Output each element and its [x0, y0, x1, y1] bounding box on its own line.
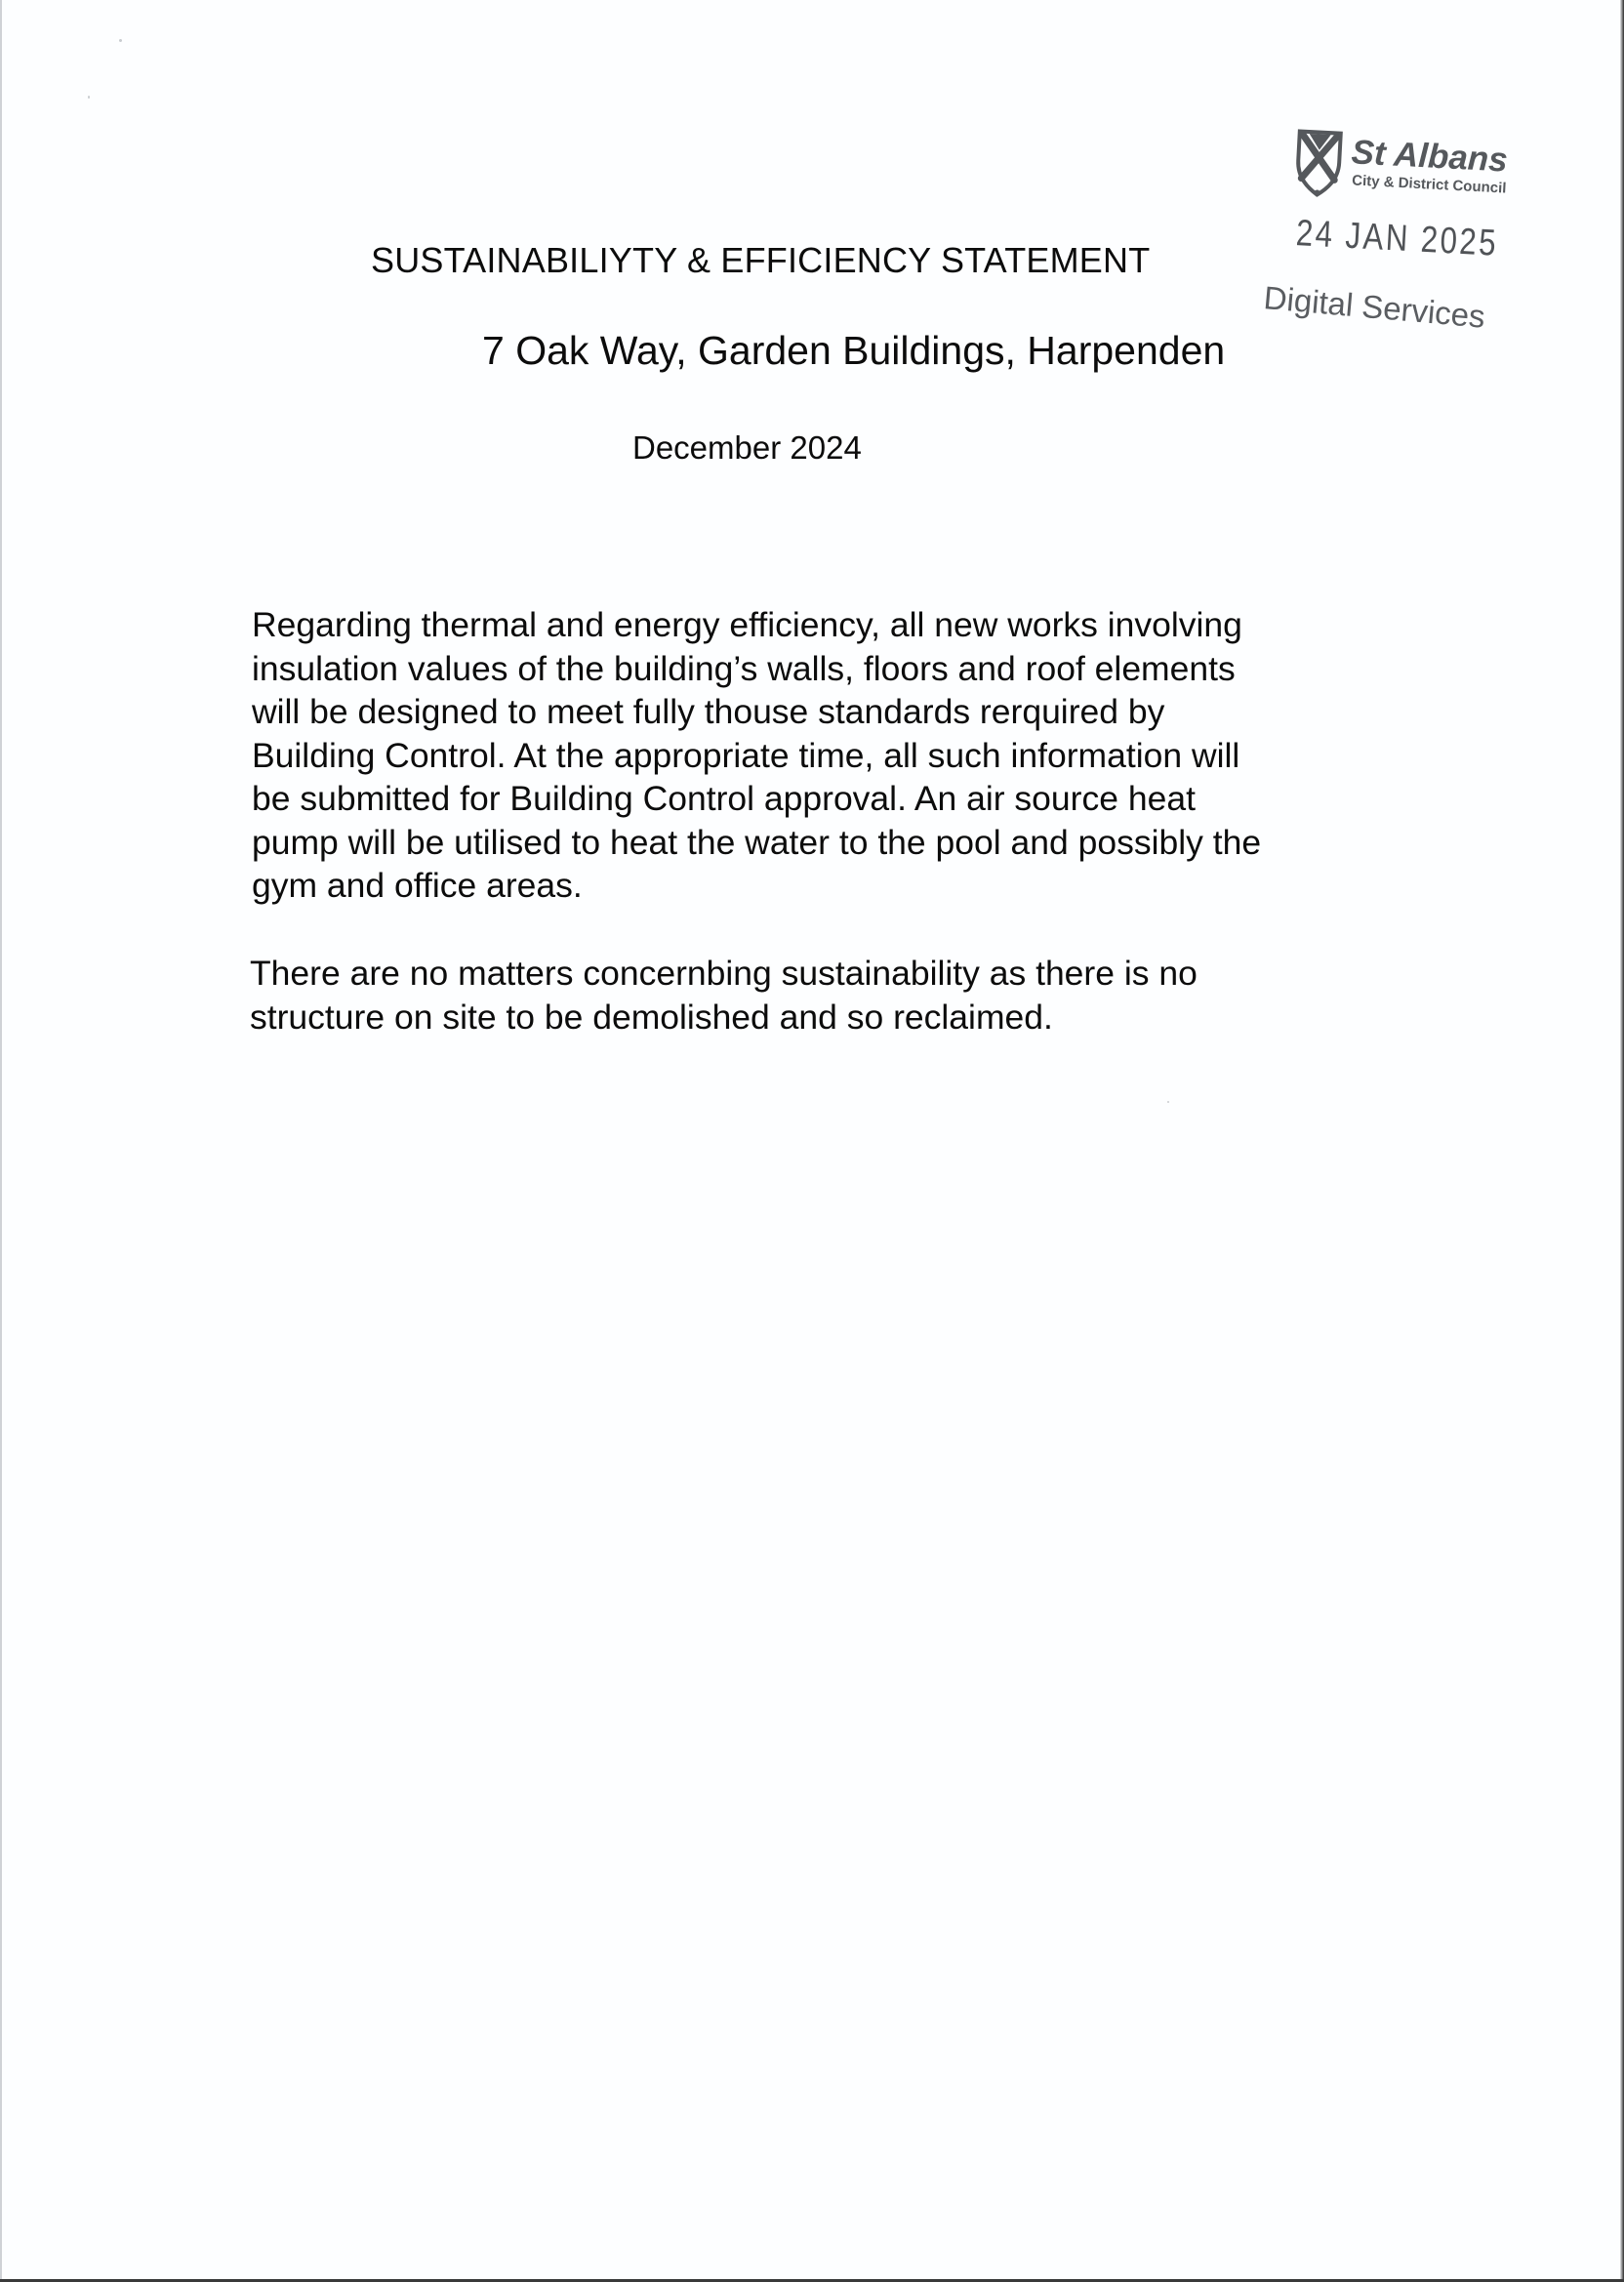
scan-speck — [88, 96, 90, 99]
paragraph-thermal-efficiency — [252, 603, 1261, 908]
site-address: 7 Oak Way, Garden Buildings, Harpenden — [482, 328, 1226, 373]
scan-speck — [119, 39, 122, 42]
paragraph-line: structure on site to be demolished and so reclaimed. — [250, 997, 1053, 1037]
stamp-org-name: St Albans — [1350, 133, 1509, 180]
paragraph-line: will be designed to meet fully thouse standards rerquired by — [252, 692, 1165, 731]
received-stamp — [1259, 123, 1513, 347]
paragraph-line: be submitted for Building Control approval. An air source heat — [252, 779, 1196, 818]
paragraph-line: Regarding thermal and energy efficiency, all new works involving — [252, 605, 1242, 644]
paragraph-line: There are no matters concernbing sustainability as there is no — [250, 954, 1198, 993]
stamp-department: Digital Services — [1262, 279, 1487, 335]
paragraph-line: insulation values of the building’s walls, floors and roof elements — [252, 648, 1236, 688]
paragraph-line: Building Control. At the appropriate time, all such information will — [252, 735, 1240, 775]
paragraph-sustainability — [250, 952, 1198, 1039]
document-date: December 2024 — [632, 429, 862, 466]
paragraph-line: pump will be utilised to heat the water to the pool and possibly the — [252, 822, 1262, 862]
stamp-received-date: 24 JAN 2025 — [1294, 213, 1500, 265]
stamp-org-subtitle: City & District Council — [1351, 172, 1507, 197]
st-albans-shield-icon — [1292, 123, 1511, 212]
scan-edge-right — [1620, 0, 1624, 2282]
paragraph-line: gym and office areas. — [252, 866, 583, 905]
scan-speck — [1167, 1101, 1169, 1103]
scan-edge-left — [0, 0, 2, 2282]
document-title: SUSTAINABILIYTY & EFFICIENCY STATEMENT — [371, 240, 1151, 280]
